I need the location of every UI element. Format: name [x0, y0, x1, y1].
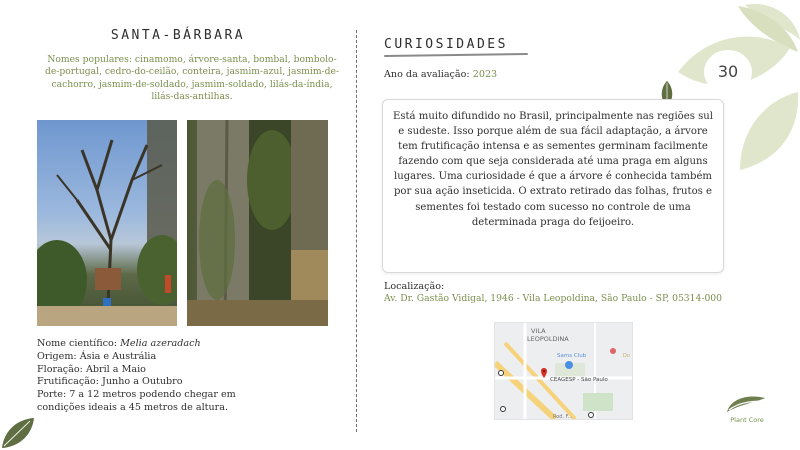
scientific-name: Melia azeradach [120, 338, 201, 349]
flowering-line: Floração: Abril a Maio [37, 363, 146, 375]
leaf-icon [0, 416, 36, 450]
tree-photo-canopy [37, 120, 177, 326]
map-graphic [495, 323, 632, 419]
column-divider [356, 30, 357, 432]
location-address: Av. Dr. Gastão Vidigal, 1946 - Vila Leopoldina, São Paulo - SP, 05314-000 [384, 293, 722, 304]
map-label-road: Rod. F... [553, 414, 573, 419]
map-label-area-1: VILA [531, 327, 546, 335]
tree-canopy-illustration [37, 120, 177, 326]
scientific-label: Nome científico: [37, 338, 117, 349]
size-line-2: condições ideais a 45 metros de altura. [37, 401, 229, 413]
tree-trunk-illustration [187, 120, 328, 326]
year-value: 2023 [472, 69, 498, 80]
logo-name: Plant Core [730, 416, 764, 424]
leaf-shape [740, 92, 798, 170]
tree-photo-trunk [187, 120, 328, 326]
species-title: SANTA-BÁRBARA [110, 28, 246, 43]
section-title: CURIOSIDADES [384, 37, 508, 52]
plant-core-logo-icon [719, 388, 775, 432]
map-label-edge: Do [623, 353, 630, 359]
title-underline [384, 53, 528, 57]
location-map[interactable] [494, 322, 633, 420]
map-label-area-2: LEOPOLDINA [527, 335, 569, 343]
year-label: Ano da avaliação: [384, 69, 470, 80]
page-number-badge: 30 [704, 50, 752, 94]
map-label-store: Sams Club [557, 353, 587, 359]
fruiting-line: Frutificação: Junho a Outubro [37, 376, 183, 388]
species-info [37, 338, 337, 415]
curiosity-text: Está muito difundido no Brasil, principalmente nas regiões sul e sudeste. Isso porque além de sua fácil adaptação, a árvore tem frutificação intensa e as sementes germinam facilmente fazendo com que seja considerada até uma praga em alguns lugares. Uma curiosidade é que a árvore é conhecida também por sua ação inseticida. O extrato retirado das folhas, frutos e sementes foi testado com sucesso no controle de uma determinada praga do feijoeiro. [392, 111, 714, 228]
evaluation-year [384, 69, 497, 80]
origin-line: Origem: Ásia e Austrália [37, 350, 157, 362]
popular-names: Nomes populares: cinamomo, árvore-santa, bombal, bombolo-de-portugal, cedro-do-ceilão, conteira, jasmim-azul, jasmim-de-cachorro, jasmim-de-soldado, jasmim-soldado, lilás-da-índia, lilás-das-antilhas. [44, 54, 340, 103]
size-line-1: Porte: 7 a 12 metros podendo chegar em [37, 389, 236, 401]
location-label: Localização: [384, 281, 445, 292]
map-label-poi: CEAGESP - São Paulo [550, 377, 608, 383]
scientific-name-line [37, 338, 337, 351]
